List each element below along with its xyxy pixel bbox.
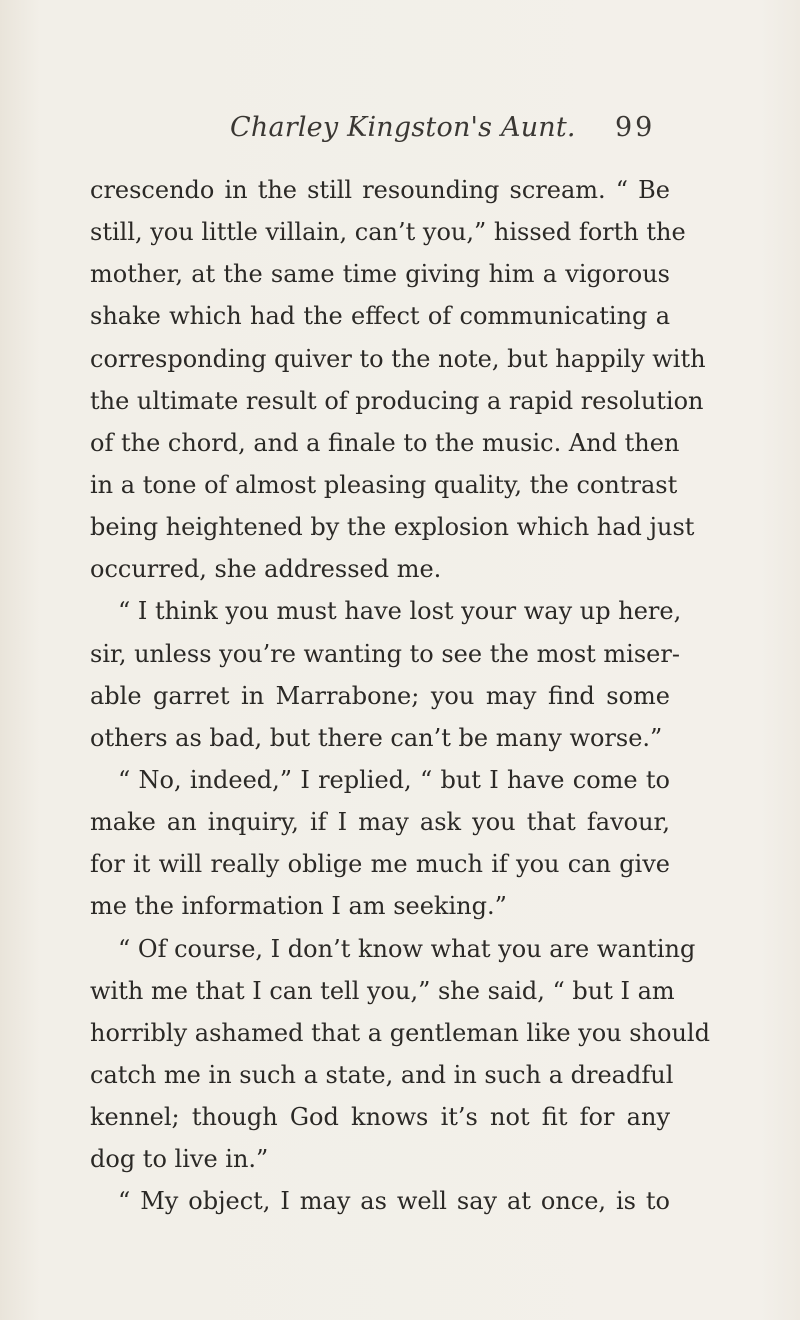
text-line: occurred, she addressed me. <box>90 555 442 584</box>
text-line: sir, unless you’re wanting to see the most miser- <box>90 639 680 668</box>
text-line: mother, at the same time giving him a vigorous <box>90 260 670 289</box>
text-line: me the information I am seeking.” <box>90 892 507 921</box>
text-line: dog to live in.” <box>90 1145 269 1174</box>
text-line: being heightened by the explosion which had just <box>90 513 695 542</box>
text-line: make an inquiry, if I may ask you that favour, <box>90 808 670 837</box>
text-line: “ I think you must have lost your way up here, <box>118 597 682 626</box>
text-line: with me that I can tell you,” she said, “ but I am <box>90 976 675 1005</box>
text-line: “ No, indeed,” I replied, “ but I have come to <box>118 765 670 794</box>
text-line: shake which had the effect of communicating a <box>90 302 670 331</box>
text-line: catch me in such a state, and in such a dreadful <box>90 1060 674 1089</box>
text-line: kennel; though God knows it’s not fit for any <box>90 1103 670 1132</box>
text-line: crescendo in the still resounding scream. “ Be <box>90 176 670 204</box>
text-line: able garret in Marrabone; you may find some <box>90 681 670 710</box>
text-line: horribly ashamed that a gentleman like you should <box>90 1018 710 1047</box>
text-line: the ultimate result of producing a rapid resolution <box>90 386 704 415</box>
text-line: of the chord, and a finale to the music. And then <box>90 428 680 457</box>
text-line: for it will really oblige me much if you can give <box>90 850 670 879</box>
text-line: “ My object, I may as well say at once, is to <box>118 1187 670 1216</box>
text-line: others as bad, but there can’t be many worse.” <box>90 723 663 752</box>
page-number: 99 <box>615 112 656 143</box>
page-header <box>0 112 800 152</box>
text-line: corresponding quiver to the note, but happily with <box>90 344 706 373</box>
running-title: Charley Kingston's Aunt. <box>230 112 576 143</box>
text-line: in a tone of almost pleasing quality, the contrast <box>90 470 678 499</box>
text-line: still, you little villain, can’t you,” hissed forth the <box>90 218 686 247</box>
body-text <box>90 169 710 1223</box>
text-line: “ Of course, I don’t know what you are wanting <box>118 934 696 963</box>
